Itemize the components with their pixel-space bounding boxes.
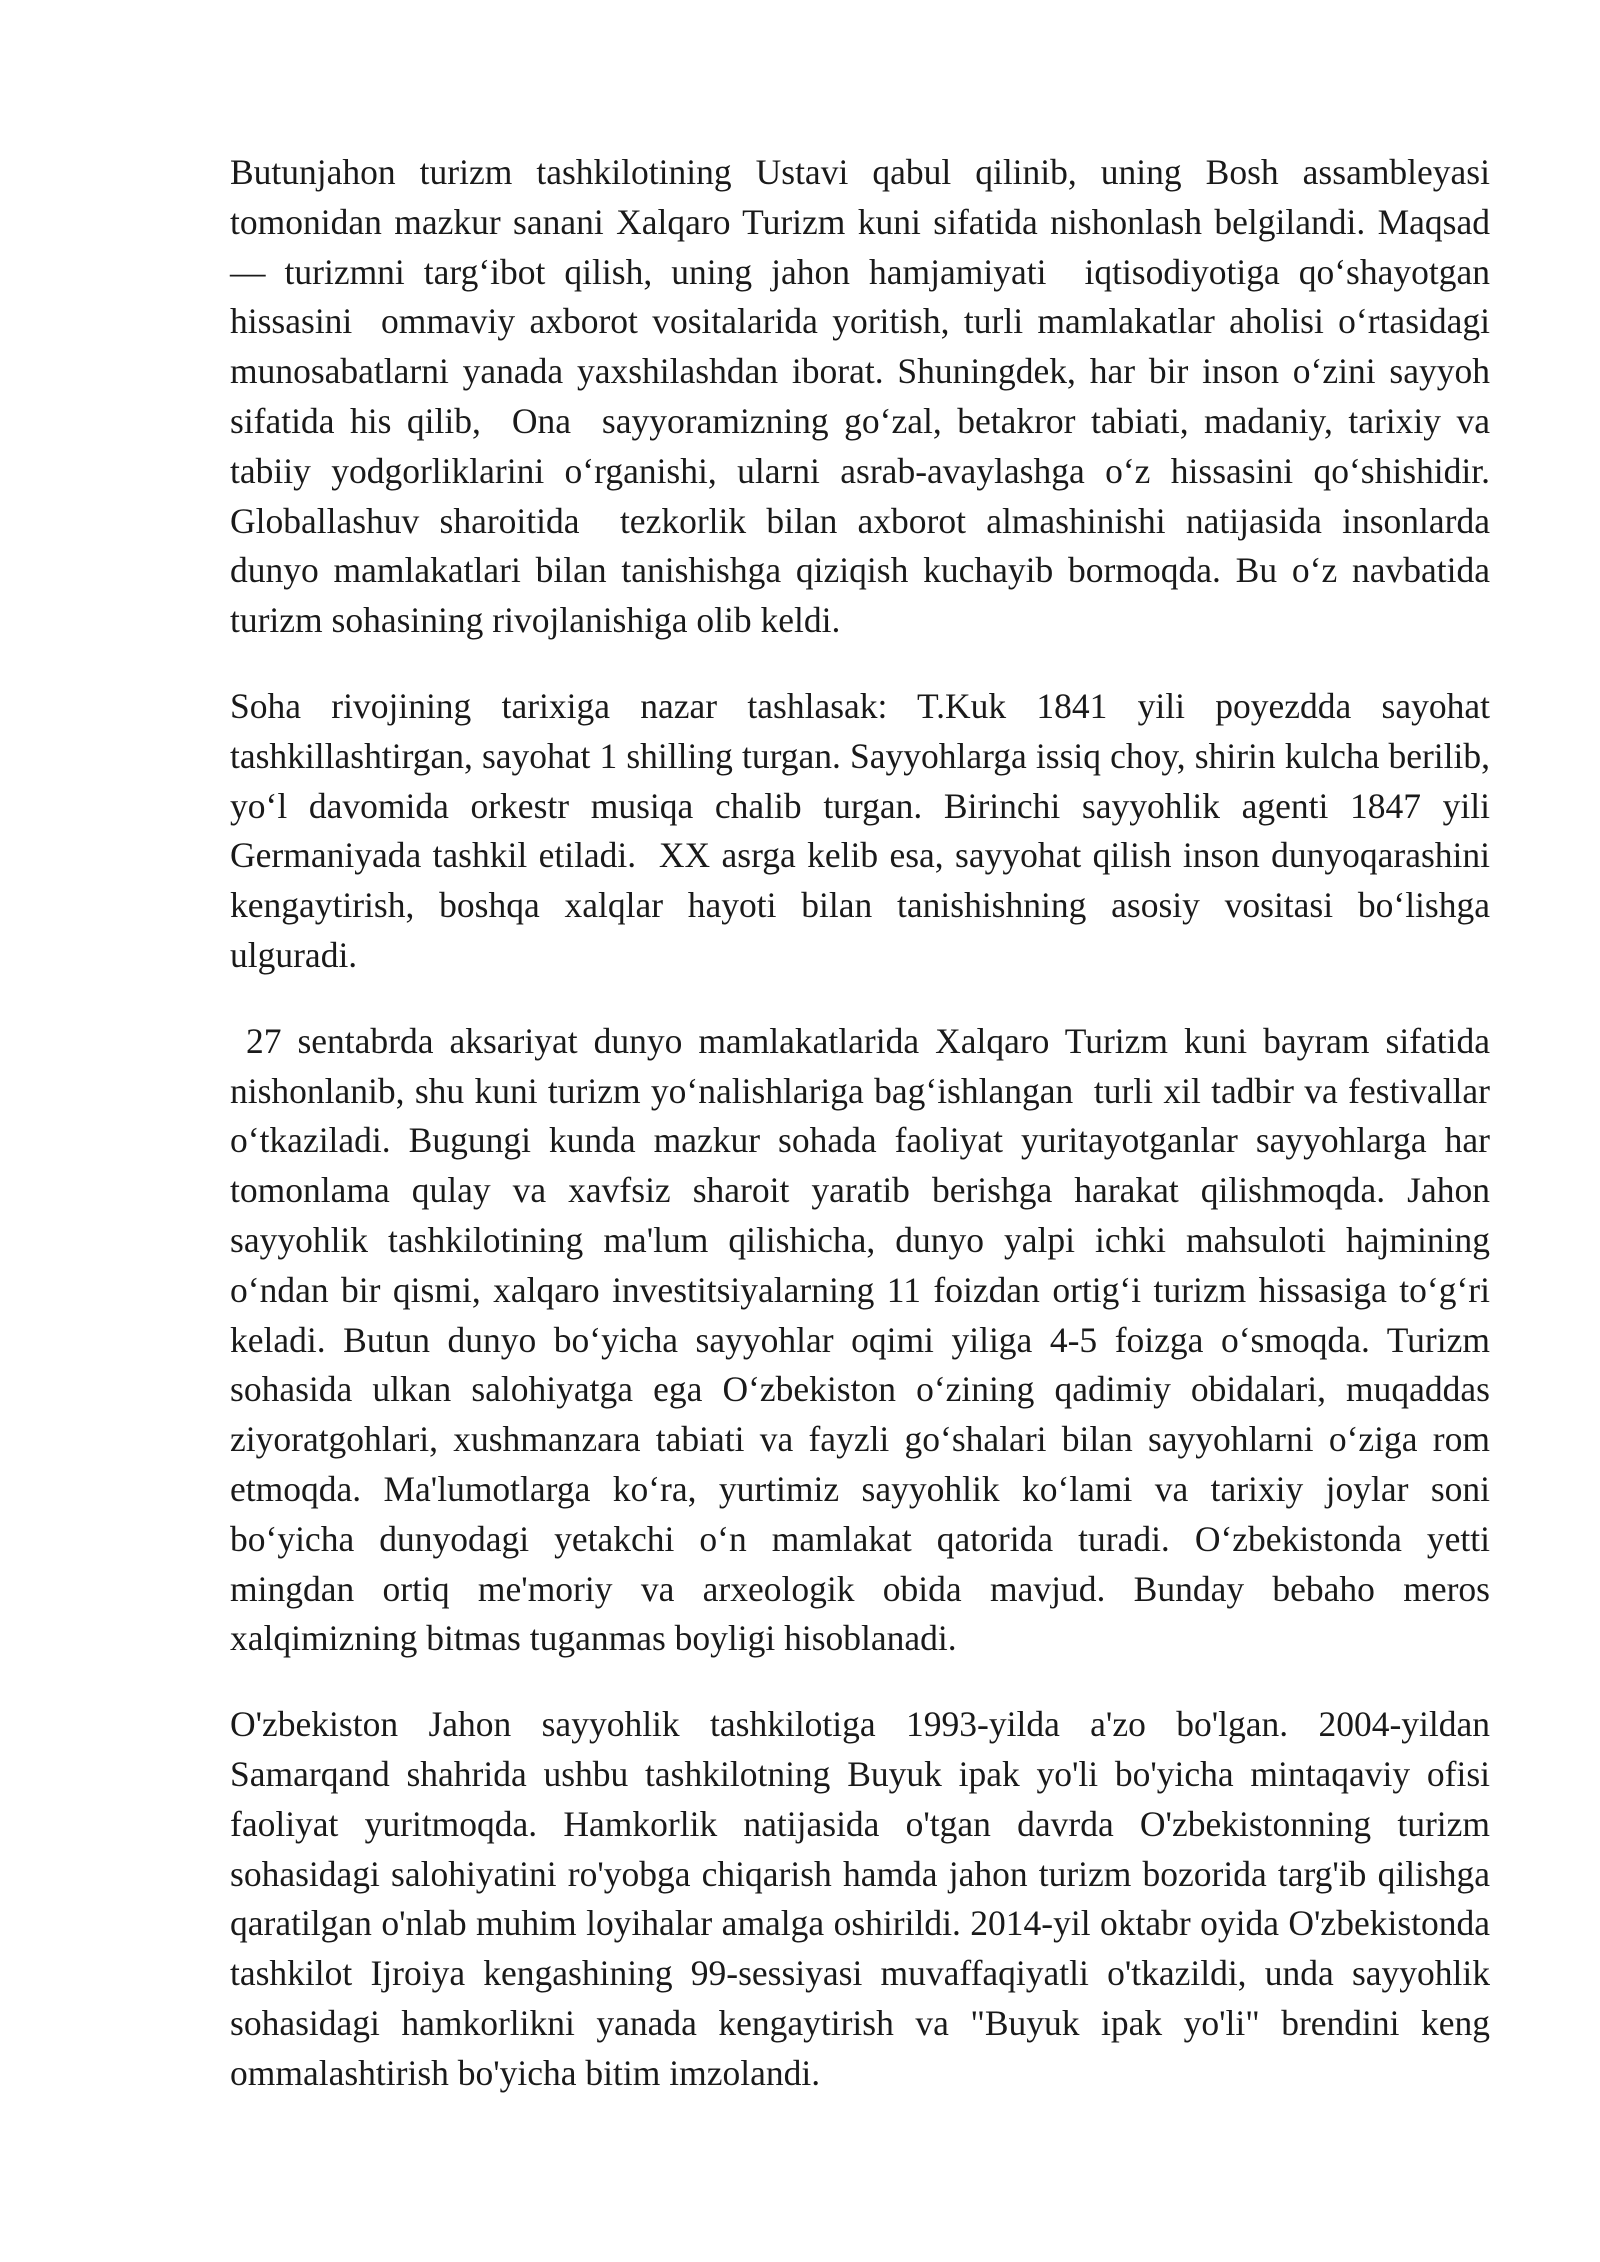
- paragraph-1: Butunjahon turizm tashkilotining Ustavi qabul qilinib, uning Bosh assambleyasi tomonidan mazkur sanani Xalqaro Turizm kuni sifatida nishonlash belgilandi. Maqsad — turizmni targ‘ibot qilish, uning jahon hamjamiyati iqtisodiyotiga qo‘shayotgan hissasini ommaviy axborot vositalarida yoritish, turli mamlakatlar aholisi o‘rtasidagi munosabatlarni yanada yaxshilashdan iborat. Shuningdek, har bir inson o‘zini sayyoh sifatida his qilib, Ona sayyoramizning go‘zal, betakror tabiati, madaniy, tarixiy va tabiiy yodgorliklarini o‘rganishi, ularni asrab-avaylashga o‘z hissasini qo‘shishidir. Globallashuv sharoitida tezkorlik bilan axborot almashinishi natijasida insonlarda dunyo mamlakatlari bilan tanishishga qiziqish kuchayib bormoqda. Bu o‘z navbatida turizm sohasining rivojlanishiga olib keldi.: [230, 152, 1508, 641]
- document-body: [230, 148, 1508, 2134]
- paragraph-4: O'zbekiston Jahon sayyohlik tashkilotiga 1993-yilda a'zo bo'lgan. 2004-yildan Samarqand shahrida ushbu tashkilotning Buyuk ipak yo'li bo'yicha mintaqaviy ofisi faoliyat yuritmoqda. Hamkorlik natijasida o'tgan davrda O'zbekistonning turizm sohasidagi salohiyatini ro'yobga chiqarish hamda jahon turizm bozorida targ'ib qilishga qaratilgan o'nlab muhim loyihalar amalga oshirildi. 2014-yil oktabr oyida O'zbekistonda tashkilot Ijroiya kengashining 99-sessiyasi muvaffaqiyatli o'tkazildi, unda sayyohlik sohasidagi hamkorlikni yanada kengaytirish va "Buyuk ipak yo'li" brendini keng ommalashtirish bo'yicha bitim imzolandi.: [230, 1704, 1499, 2093]
- paragraph-3: 27 sentabrda aksariyat dunyo mamlakatlarida Xalqaro Turizm kuni bayram sifatida nishonlanib, shu kuni turizm yo‘nalishlariga bag‘ishlangan turli xil tadbir va festivallar o‘tkaziladi. Bugungi kunda mazkur sohada faoliyat yuritayotganlar sayyohlarga har tomonlama qulay va xavfsiz sharoit yaratib berishga harakat qilishmoqda. Jahon sayyohlik tashkilotining ma'lum qilishicha, dunyo yalpi ichki mahsuloti hajmining o‘ndan bir qismi, xalqaro investitsiyalarning 11 foizdan ortig‘i turizm hissasiga to‘g‘ri keladi. Butun dunyo bo‘yicha sayyohlar oqimi yiliga 4-5 foizga o‘smoqda. Turizm sohasida ulkan salohiyatga ega O‘zbekiston o‘zining qadimiy obidalari, muqaddas ziyoratgohlari, xushmanzara tabiati va fayzli go‘shalari bilan sayyohlarni o‘ziga rom etmoqda. Ma'lumotlarga ko‘ra, yurtimiz sayyohlik ko‘lami va tarixiy joylar soni bo‘yicha dunyodagi yetakchi o‘n mamlakat qatorida turadi. O‘zbekistonda yetti mingdan ortiq me'moriy va arxeologik obida mavjud. Bunday bebaho meros xalqimizning bitmas tuganmas boyligi hisoblanadi.: [230, 1020, 1499, 1659]
- paragraph-2: Soha rivojining tarixiga nazar tashlasak: T.Kuk 1841 yili poyezdda sayohat tashkillashtirgan, sayohat 1 shilling turgan. Sayyohlarga issiq choy, shirin kulcha berilib, yo‘l davomida orkestr musiqa chalib turgan. Birinchi sayyohlik agenti 1847 yili Germaniyada tashkil etiladi. XX asrga kelib esa, sayyohat qilish inson dunyoqarashini kengaytirish, boshqa xalqlar hayoti bilan tanishishning asosiy vositasi bo‘lishga ulguradi.: [230, 685, 1499, 975]
